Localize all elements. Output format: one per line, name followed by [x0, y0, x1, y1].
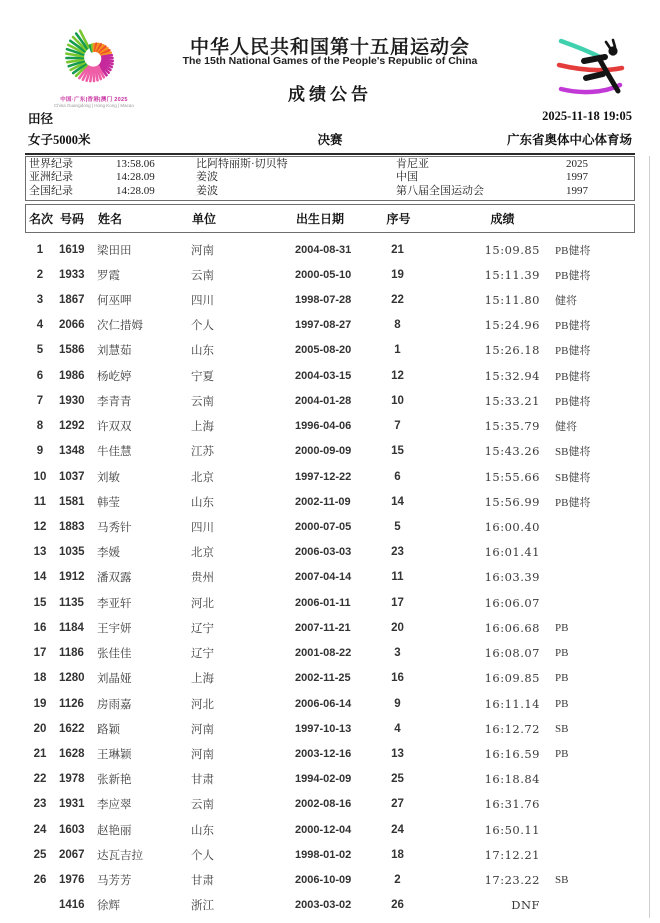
cell-name: 刘敏	[97, 471, 120, 484]
cell-result: 16:06.07	[484, 595, 540, 610]
table-row	[25, 767, 635, 792]
cell-dob: 2000-07-05	[295, 521, 352, 534]
cell-name: 徐辉	[97, 900, 120, 913]
cell-name: 达瓦吉拉	[97, 849, 143, 862]
cell-result: 15:43.26	[484, 444, 540, 459]
cell-name: 王宇妍	[97, 622, 132, 635]
cell-team: 上海	[191, 673, 214, 686]
cell-rank: 25	[33, 848, 47, 861]
cell-seq: 2	[394, 874, 401, 887]
cell-result: 17:23.22	[484, 873, 540, 888]
cell-seq: 11	[391, 571, 404, 584]
cell-seq: 6	[394, 470, 401, 483]
cell-dob: 1996-04-06	[295, 420, 352, 433]
cell-bib: 1603	[59, 823, 85, 836]
cell-team: 北京	[191, 471, 214, 484]
cell-bib: 1930	[59, 394, 85, 407]
record-row-national	[26, 185, 634, 198]
sport-label: 田径	[28, 112, 54, 126]
cell-team: 河北	[191, 698, 214, 711]
record-year: 2025	[566, 158, 588, 170]
event-label: 女子5000米	[28, 133, 91, 147]
cell-rank: 3	[36, 294, 44, 307]
cell-team: 个人	[191, 849, 214, 862]
cell-name: 许双双	[97, 421, 132, 434]
cell-name: 梁田田	[97, 244, 132, 257]
table-row	[25, 514, 635, 539]
cell-rank: 20	[33, 722, 47, 735]
cell-rank: 24	[33, 823, 47, 836]
table-row	[25, 817, 635, 842]
cell-bib: 1883	[59, 521, 85, 534]
table-row	[25, 464, 635, 489]
cell-rank: 6	[36, 369, 44, 382]
cell-seq: 20	[391, 621, 404, 634]
cell-dob: 2000-09-09	[295, 445, 352, 458]
cell-dob: 2005-08-20	[295, 344, 352, 357]
cell-rank: 10	[33, 470, 47, 483]
cell-dob: 2004-03-15	[295, 369, 352, 382]
results-header-row	[25, 204, 635, 233]
cell-bib: 1619	[59, 243, 85, 256]
cell-name: 牛佳慧	[97, 446, 132, 459]
venue-label: 广东省奥体中心体育场	[506, 133, 632, 147]
cell-result: 15:32.94	[484, 368, 540, 383]
cell-bib: 1186	[59, 647, 84, 660]
cell-seq: 24	[391, 823, 404, 836]
cell-bib: 1035	[59, 546, 85, 559]
cell-team: 个人	[191, 320, 214, 333]
cell-name: 何巫呷	[97, 295, 132, 308]
cell-bib: 1976	[59, 874, 85, 887]
table-row	[25, 893, 635, 918]
cell-bib: 2067	[59, 848, 85, 861]
cell-seq: 12	[391, 369, 404, 382]
cell-rank: 26	[33, 874, 47, 887]
athletics-pictogram-icon	[556, 34, 634, 96]
col-header-dob: 出生日期	[296, 212, 345, 226]
cell-rank: 1	[36, 243, 44, 256]
cell-team: 甘肃	[191, 774, 214, 787]
table-row	[25, 641, 635, 666]
table-row	[25, 363, 635, 388]
cell-badge: SB健将	[555, 446, 591, 459]
table-row	[25, 615, 635, 640]
table-row	[25, 540, 635, 565]
cell-result: 16:12.72	[484, 721, 540, 736]
cell-badge: PB健将	[555, 244, 591, 257]
cell-dob: 2002-11-09	[295, 495, 351, 508]
cell-name: 房雨嘉	[97, 698, 132, 711]
cell-badge: PB健将	[555, 269, 591, 282]
cell-rank: 16	[33, 621, 47, 634]
cell-seq: 23	[391, 546, 404, 559]
cell-seq: 10	[391, 394, 404, 407]
cell-team: 浙江	[191, 900, 214, 913]
cell-badge: PB健将	[555, 370, 591, 383]
record-row-world	[26, 158, 634, 171]
cell-rank: 7	[36, 394, 44, 407]
cell-result: 16:50.11	[484, 822, 540, 837]
cell-dob: 2004-08-31	[295, 243, 352, 256]
cell-rank: 23	[33, 798, 47, 811]
record-label: 世界纪录	[29, 158, 73, 170]
cell-bib: 1292	[59, 420, 85, 433]
cell-badge: SB	[555, 874, 569, 887]
cell-badge: PB健将	[555, 395, 591, 408]
cell-team: 宁夏	[191, 370, 214, 383]
cell-bib: 2066	[59, 319, 85, 332]
cell-bib: 1348	[59, 445, 85, 458]
cell-rank: 8	[36, 420, 44, 433]
cell-rank: 12	[33, 521, 47, 534]
record-time: 14:28.09	[116, 171, 155, 184]
cell-team: 河北	[191, 597, 214, 610]
cell-bib: 1867	[59, 294, 85, 307]
cell-name: 马芳芳	[97, 875, 132, 888]
record-nation: 肯尼亚	[396, 158, 429, 170]
cell-name: 李亚轩	[97, 597, 132, 610]
cell-bib: 1622	[59, 722, 85, 735]
page-title: 中华人民共和国第十五届运动会	[189, 37, 470, 58]
cell-badge: SB健将	[555, 471, 591, 484]
cell-seq: 16	[391, 672, 404, 685]
table-row	[25, 565, 635, 590]
cell-team: 辽宁	[191, 648, 214, 661]
cell-team: 河南	[191, 748, 214, 761]
cell-dob: 2002-08-16	[295, 798, 352, 811]
cell-team: 甘肃	[191, 875, 214, 888]
cell-seq: 1	[394, 344, 401, 357]
cell-badge: PB	[555, 747, 569, 760]
cell-result: 15:11.80	[484, 293, 540, 308]
cell-seq: 18	[391, 848, 404, 861]
cell-rank: 14	[33, 571, 47, 584]
cell-seq: 5	[394, 521, 401, 534]
record-nation: 中国	[396, 171, 418, 184]
cell-team: 云南	[191, 269, 214, 282]
cell-bib: 1184	[59, 621, 84, 634]
cell-seq: 21	[391, 243, 404, 256]
logo-caption-en: China Guangdong | Hong Kong | Macao	[54, 103, 134, 108]
col-header-result: 成绩	[490, 212, 515, 226]
cell-badge: PB	[555, 621, 569, 634]
cell-result: DNF	[511, 898, 540, 913]
cell-team: 上海	[191, 421, 214, 434]
cell-result: 15:11.39	[484, 267, 540, 282]
cell-dob: 2000-12-04	[295, 823, 352, 836]
cell-bib: 1586	[59, 344, 85, 357]
cell-dob: 1994-02-09	[295, 773, 352, 786]
record-year: 1997	[566, 184, 588, 197]
cell-dob: 2007-11-21	[295, 621, 351, 634]
cell-rank: 13	[33, 546, 47, 559]
table-row	[25, 287, 635, 312]
cell-result: 16:03.39	[484, 570, 540, 585]
cell-dob: 1997-12-22	[295, 470, 352, 483]
cell-seq: 22	[391, 294, 404, 307]
cell-rank: 17	[33, 647, 47, 660]
cell-bib: 1135	[59, 596, 84, 609]
cell-dob: 2001-08-22	[295, 647, 352, 660]
cell-seq: 3	[394, 647, 401, 660]
cell-result: 15:09.85	[484, 242, 540, 257]
cell-team: 江苏	[191, 446, 214, 459]
cell-name: 李媛	[97, 547, 120, 560]
cell-result: 16:01.41	[484, 545, 540, 560]
cell-bib: 1037	[59, 470, 85, 483]
cell-badge: PB	[555, 672, 569, 685]
cell-bib: 1931	[59, 798, 85, 811]
cell-dob: 2006-01-11	[295, 596, 351, 609]
table-row	[25, 414, 635, 439]
table-row	[25, 792, 635, 817]
cell-seq: 8	[394, 319, 401, 332]
cell-name: 马秀针	[97, 522, 132, 535]
cell-team: 四川	[191, 522, 214, 535]
cell-dob: 2002-11-25	[295, 672, 351, 685]
cell-team: 山东	[191, 824, 214, 837]
cell-bib: 1280	[59, 672, 85, 685]
cell-seq: 13	[391, 747, 404, 760]
cell-team: 贵州	[191, 572, 214, 585]
cell-rank: 19	[33, 697, 47, 710]
records-box	[25, 156, 635, 201]
cell-name: 赵艳丽	[97, 824, 132, 837]
cell-badge: SB	[555, 722, 569, 735]
cell-rank: 5	[36, 344, 44, 357]
cell-result: 15:26.18	[484, 343, 540, 358]
record-label: 亚洲纪录	[29, 171, 73, 184]
cell-rank: 18	[33, 672, 47, 685]
cell-dob: 1998-07-28	[295, 294, 352, 307]
cell-dob: 2003-03-02	[295, 899, 352, 912]
record-holder: 姜波	[196, 184, 218, 197]
cell-rank: 21	[33, 747, 47, 760]
cell-team: 河南	[191, 723, 214, 736]
cell-result: 16:00.40	[484, 520, 540, 535]
cell-rank: 4	[36, 319, 44, 332]
cell-team: 河南	[191, 244, 214, 257]
cell-result: 16:08.07	[484, 646, 540, 661]
record-nation: 第八届全国运动会	[396, 184, 484, 197]
cell-seq: 15	[391, 445, 404, 458]
cell-rank: 9	[36, 445, 44, 458]
cell-rank: 22	[33, 773, 47, 786]
cell-result: 17:12.21	[484, 847, 540, 862]
cell-name: 刘晶娅	[97, 673, 132, 686]
results-body	[25, 237, 635, 918]
cell-team: 云南	[191, 799, 214, 812]
cell-name: 杨屹婷	[97, 370, 132, 383]
record-holder: 姜波	[196, 171, 218, 184]
cell-dob: 2006-10-09	[295, 874, 352, 887]
record-time: 13:58.06	[116, 158, 155, 170]
logo-caption-cn: 中国·广东|香港|澳门 2025	[60, 97, 128, 103]
cell-seq: 27	[391, 798, 404, 811]
record-time: 14:28.09	[116, 184, 155, 197]
cell-dob: 1997-08-27	[295, 319, 352, 332]
cell-seq: 25	[391, 773, 404, 786]
cell-seq: 17	[391, 596, 404, 609]
cell-team: 四川	[191, 295, 214, 308]
cell-team: 辽宁	[191, 622, 214, 635]
cell-result: 15:55.66	[484, 469, 540, 484]
cell-seq: 14	[391, 495, 404, 508]
cell-seq: 4	[394, 722, 401, 735]
report-title: 成绩公告	[288, 85, 372, 104]
meta-row-2	[25, 130, 635, 155]
table-row	[25, 439, 635, 464]
cell-bib: 1933	[59, 268, 85, 281]
cell-badge: PB健将	[555, 496, 591, 509]
table-row	[25, 691, 635, 716]
cell-badge: PB	[555, 697, 569, 710]
cell-name: 路颖	[97, 723, 120, 736]
cell-seq: 7	[394, 420, 401, 433]
cell-name: 潘双露	[97, 572, 132, 585]
page-subtitle: The 15th National Games of the People's Republic of China	[182, 55, 478, 67]
table-row	[25, 237, 635, 262]
cell-name: 王琳颖	[97, 748, 132, 761]
cell-result: 15:33.21	[484, 393, 540, 408]
col-header-name: 姓名	[98, 212, 123, 226]
cell-result: 16:09.85	[484, 671, 540, 686]
table-row	[25, 666, 635, 691]
cell-dob: 2006-06-14	[295, 697, 352, 710]
cell-result: 16:31.76	[484, 797, 540, 812]
cell-name: 次仁措姆	[97, 320, 143, 333]
cell-bib: 1978	[59, 773, 85, 786]
cell-bib: 1581	[59, 495, 85, 508]
cell-name: 刘慧茹	[97, 345, 132, 358]
cell-badge: PB	[555, 647, 569, 660]
cell-rank: 15	[33, 596, 47, 609]
cell-name: 罗霞	[97, 269, 120, 282]
table-row	[25, 489, 635, 514]
cell-team: 山东	[191, 345, 214, 358]
cell-seq: 9	[394, 697, 401, 710]
meta-row-1	[28, 109, 632, 127]
cell-bib: 1986	[59, 369, 85, 382]
col-header-seq: 序号	[386, 212, 411, 226]
cell-bib: 1416	[59, 899, 85, 912]
col-header-team: 单位	[192, 212, 217, 226]
cell-seq: 19	[391, 268, 404, 281]
datetime-label: 2025-11-18 19:05	[542, 109, 632, 123]
table-row	[25, 716, 635, 741]
table-row	[25, 388, 635, 413]
record-row-asian	[26, 171, 634, 184]
cell-badge: 健将	[555, 295, 577, 308]
col-header-bib: 号码	[60, 212, 85, 226]
scan-artifact-line	[649, 156, 650, 918]
table-row	[25, 867, 635, 892]
cell-dob: 2004-01-28	[295, 394, 352, 407]
cell-name: 李青青	[97, 395, 132, 408]
cell-team: 北京	[191, 547, 214, 560]
cell-bib: 1628	[59, 747, 85, 760]
cell-bib: 1126	[59, 697, 84, 710]
cell-result: 16:18.84	[484, 772, 540, 787]
table-row	[25, 262, 635, 287]
phase-label: 决赛	[317, 133, 343, 147]
cell-name: 张新艳	[97, 774, 132, 787]
cell-dob: 1998-01-02	[295, 848, 352, 861]
cell-team: 山东	[191, 496, 214, 509]
table-row	[25, 313, 635, 338]
cell-seq: 26	[391, 899, 404, 912]
cell-dob: 1997-10-13	[295, 722, 352, 735]
cell-name: 韩莹	[97, 496, 120, 509]
cell-dob: 2000-05-10	[295, 268, 352, 281]
table-row	[25, 590, 635, 615]
record-label: 全国纪录	[29, 184, 73, 197]
cell-bib: 1912	[59, 571, 85, 584]
cell-result: 16:11.14	[484, 696, 540, 711]
cell-dob: 2007-04-14	[295, 571, 352, 584]
cell-result: 15:24.96	[484, 318, 540, 333]
cell-badge: 健将	[555, 421, 577, 434]
record-holder: 比阿特丽斯·切贝特	[196, 158, 288, 170]
cell-badge: PB健将	[555, 320, 591, 333]
cell-dob: 2006-03-03	[295, 546, 352, 559]
cell-rank: 2	[36, 268, 44, 281]
table-row	[25, 842, 635, 867]
cell-name: 李应翠	[97, 799, 132, 812]
table-row	[25, 338, 635, 363]
cell-result: 16:16.59	[484, 746, 540, 761]
cell-badge: PB健将	[555, 345, 591, 358]
cell-team: 云南	[191, 395, 214, 408]
cell-name: 张佳佳	[97, 648, 132, 661]
table-row	[25, 741, 635, 766]
cell-result: 15:56.99	[484, 494, 540, 509]
cell-rank: 11	[33, 495, 47, 508]
cell-result: 16:06.68	[484, 620, 540, 635]
col-header-rank: 名次	[28, 212, 53, 226]
cell-result: 15:35.79	[484, 419, 540, 434]
record-year: 1997	[566, 171, 588, 184]
cell-dob: 2003-12-16	[295, 747, 352, 760]
